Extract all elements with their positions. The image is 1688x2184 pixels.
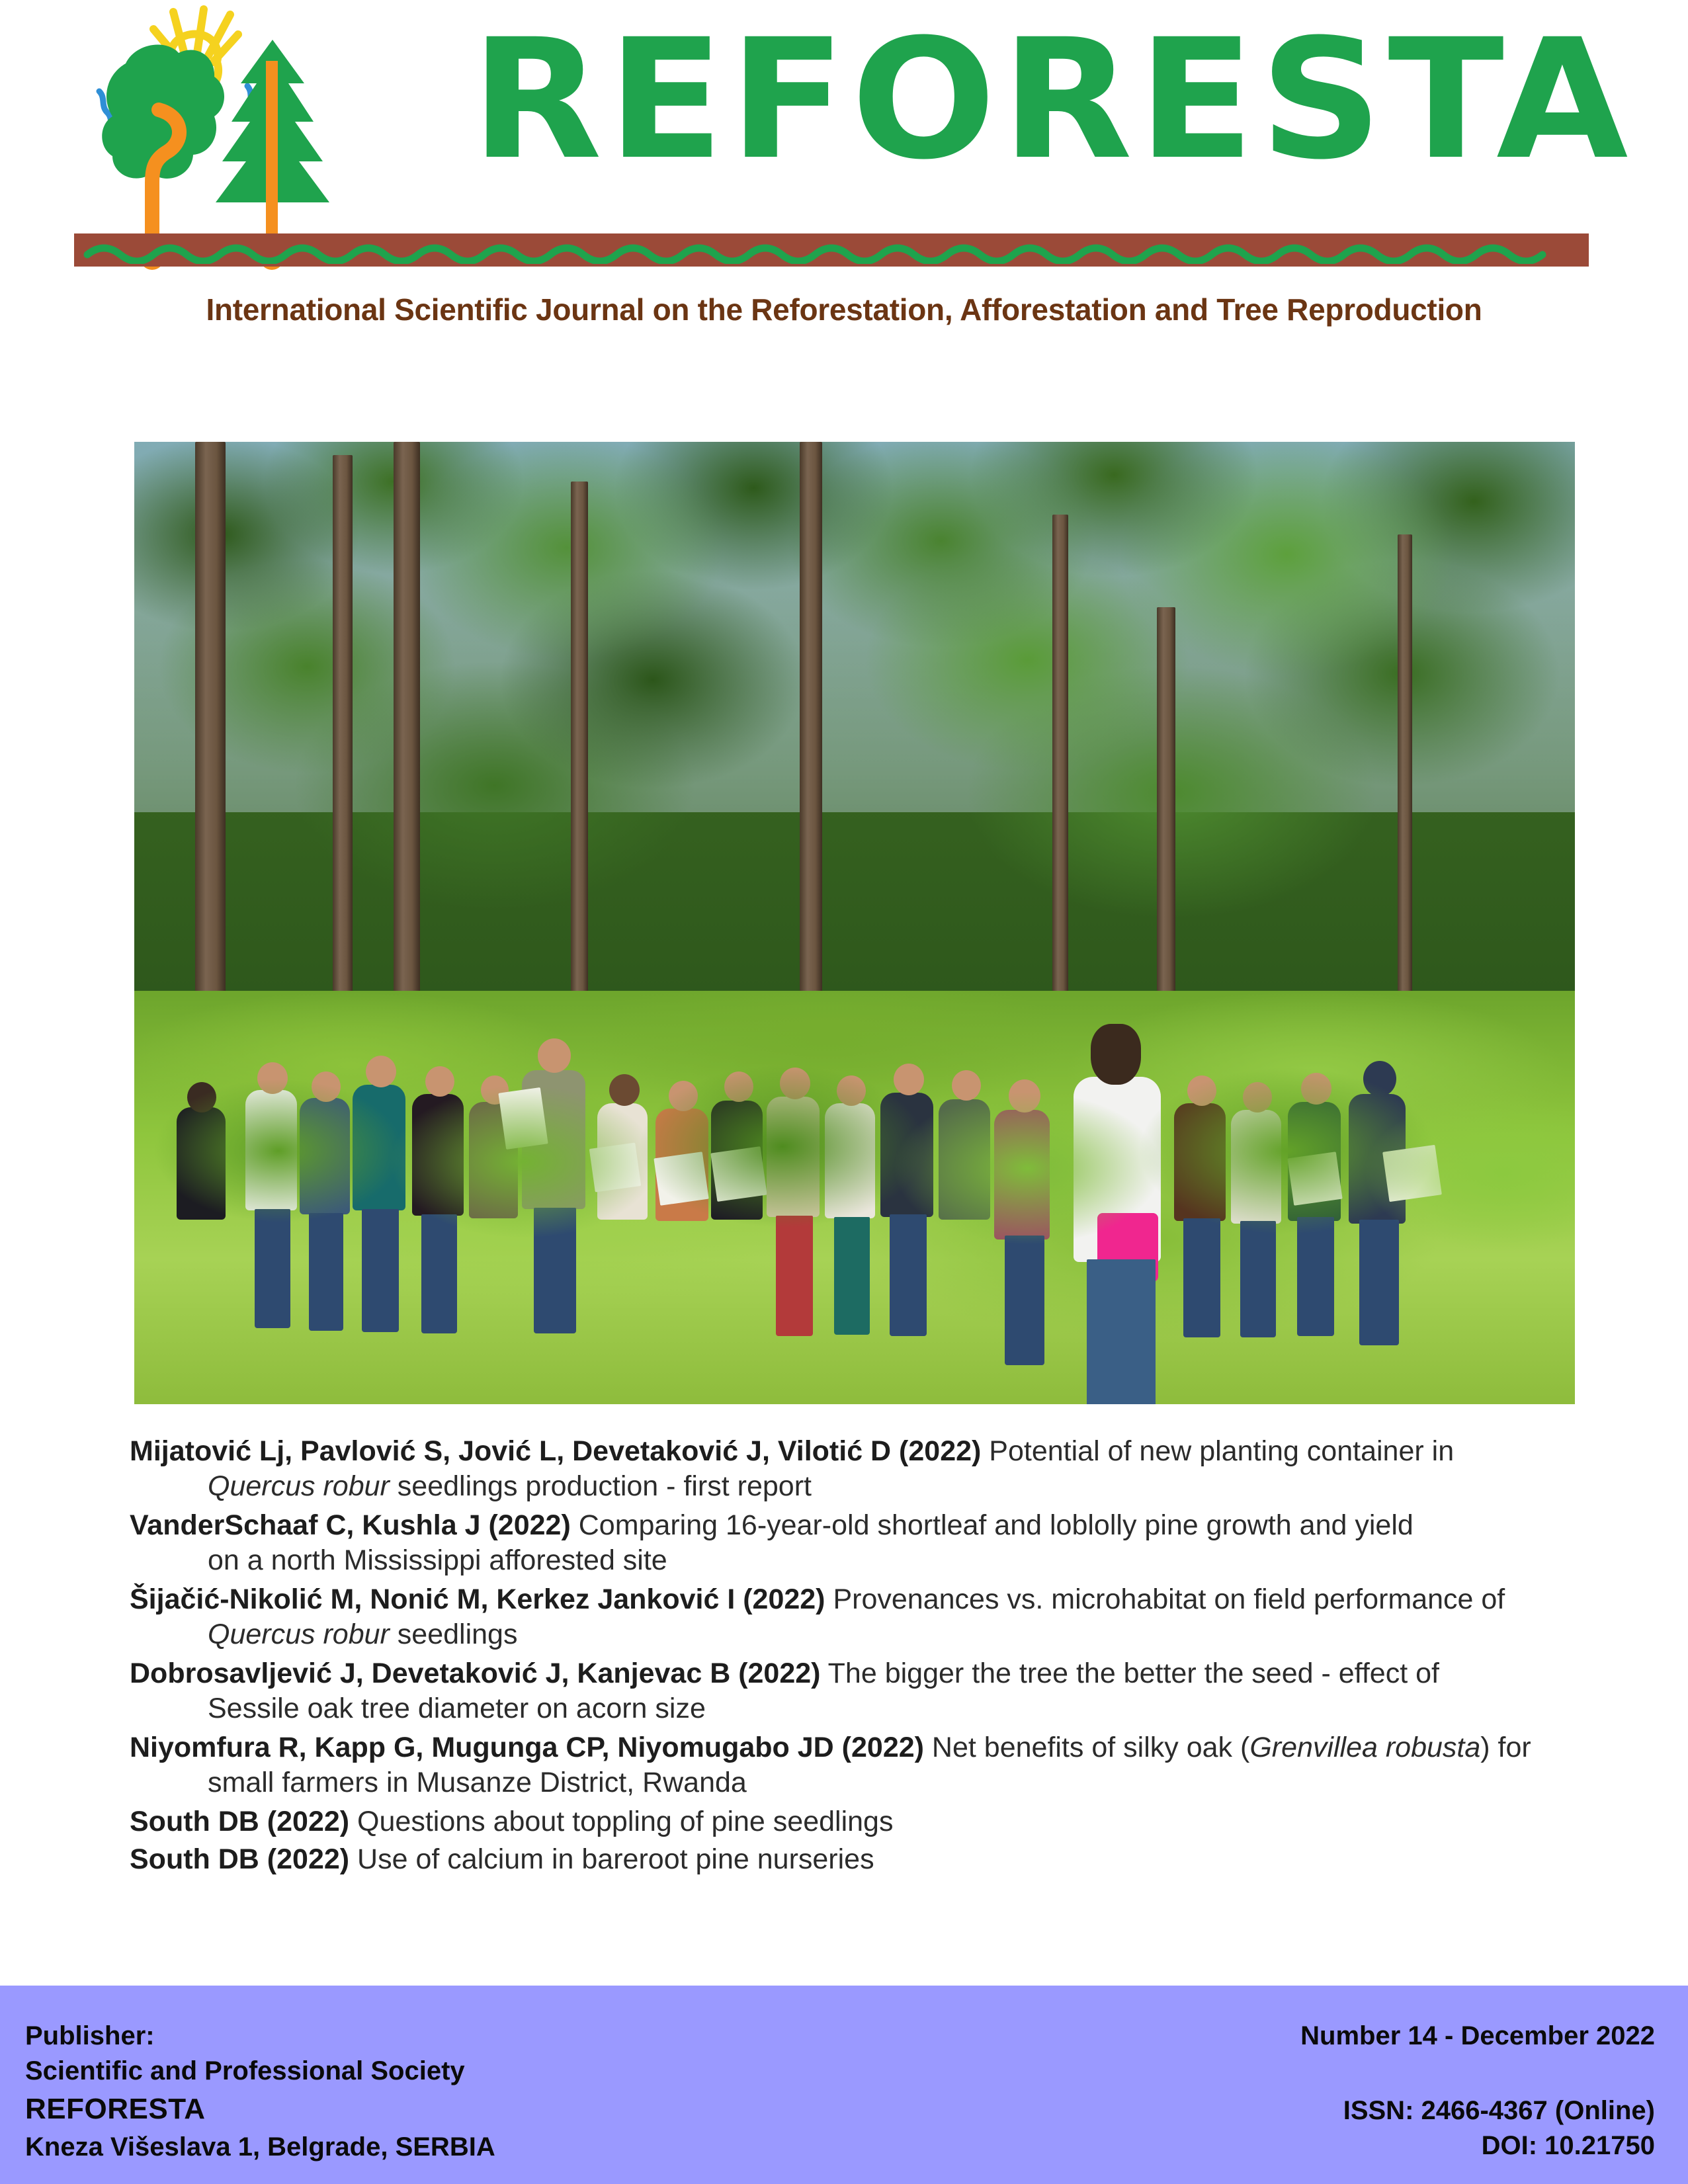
list-item[interactable] (130, 1508, 1625, 1578)
article-authors: Niyomfura R, Kapp G, Mugunga CP, Niyomugabo JD (2022) (130, 1732, 924, 1763)
article-species-name: Grenvillea robusta (1249, 1732, 1481, 1763)
logo-artwork-icon (74, 5, 471, 270)
article-title-part: Use of calcium in bareroot pine nurseries (349, 1843, 874, 1875)
article-title-part: ) for (1480, 1732, 1531, 1763)
article-authors: VanderSchaaf C, Kushla J (2022) (130, 1509, 571, 1541)
issn: ISSN: 2466-4367 (Online) (1343, 2096, 1655, 2125)
publisher-address: Kneza Višeslava 1, Belgrade, SERBIA (25, 2132, 495, 2162)
list-item[interactable] (130, 1842, 1625, 1877)
issue-number: Number 14 - December 2022 (1300, 2021, 1655, 2050)
journal-wordmark: REFORESTA (471, 3, 1634, 196)
article-title-continuation (130, 1691, 1625, 1726)
article-title-continuation (130, 1469, 1625, 1504)
article-title-part: Questions about toppling of pine seedlings (349, 1806, 894, 1837)
masthead (0, 0, 1688, 278)
article-species-name: Quercus robur (208, 1618, 390, 1650)
article-authors: Dobrosavljević J, Devetaković J, Kanjevac B (2022) (130, 1658, 821, 1689)
publisher-label: Publisher: (25, 2021, 155, 2050)
list-item[interactable] (130, 1582, 1625, 1652)
article-title-part: seedlings production - first report (389, 1470, 812, 1502)
article-authors: South DB (2022) (130, 1806, 350, 1837)
table-of-contents (130, 1434, 1625, 1880)
publisher-block (25, 2019, 495, 2165)
publisher-organization: Scientific and Professional Society (25, 2056, 465, 2085)
list-item[interactable] (130, 1434, 1625, 1504)
article-title-part: seedlings (389, 1618, 518, 1650)
article-title-part: Potential of new planting container in (981, 1435, 1455, 1467)
article-title-continuation (130, 1765, 1625, 1800)
conifer-trunk-icon (266, 61, 278, 239)
journal-tagline: International Scientific Journal on the Reforestation, Afforestation and Tree Reproduction (206, 292, 1482, 327)
article-authors: South DB (2022) (130, 1843, 350, 1875)
cover-photograph (134, 442, 1575, 1404)
article-authors: Mijatović Lj, Pavlović S, Jović L, Devetaković J, Vilotić D (2022) (130, 1435, 982, 1467)
cover-footer-band (0, 1986, 1688, 2184)
ground-strip (74, 233, 1589, 267)
article-title-part: The bigger the tree the better the seed - effect of (820, 1658, 1439, 1689)
article-title-part: Sessile oak tree diameter on acorn size (208, 1693, 706, 1724)
list-item[interactable] (130, 1804, 1625, 1839)
article-title-continuation (130, 1617, 1625, 1652)
article-authors: Šijačić-Nikolić M, Nonić M, Kerkez Janković I (2022) (130, 1583, 825, 1615)
article-title-part: Net benefits of silky oak ( (923, 1732, 1250, 1763)
grass-squiggle-icon (74, 237, 1589, 264)
issue-block (1300, 2019, 1655, 2163)
doi: DOI: 10.21750 (1481, 2131, 1655, 2160)
photo-shrub-layer (134, 1064, 1575, 1282)
article-title-part: Comparing 16-year-old shortleaf and loblolly pine growth and yield (570, 1509, 1414, 1541)
list-item[interactable] (130, 1656, 1625, 1726)
article-title-part: Provenances vs. microhabitat on field performance of (825, 1583, 1505, 1615)
spacer (1300, 2054, 1655, 2093)
article-title-part: small farmers in Musanze District, Rwanda (208, 1767, 747, 1798)
publisher-name: REFORESTA (25, 2093, 206, 2125)
article-title-continuation (130, 1543, 1625, 1578)
journal-logo (74, 3, 1634, 270)
list-item[interactable] (130, 1730, 1625, 1800)
article-species-name: Quercus robur (208, 1470, 390, 1502)
article-title-part: on a north Mississippi afforested site (208, 1544, 667, 1576)
